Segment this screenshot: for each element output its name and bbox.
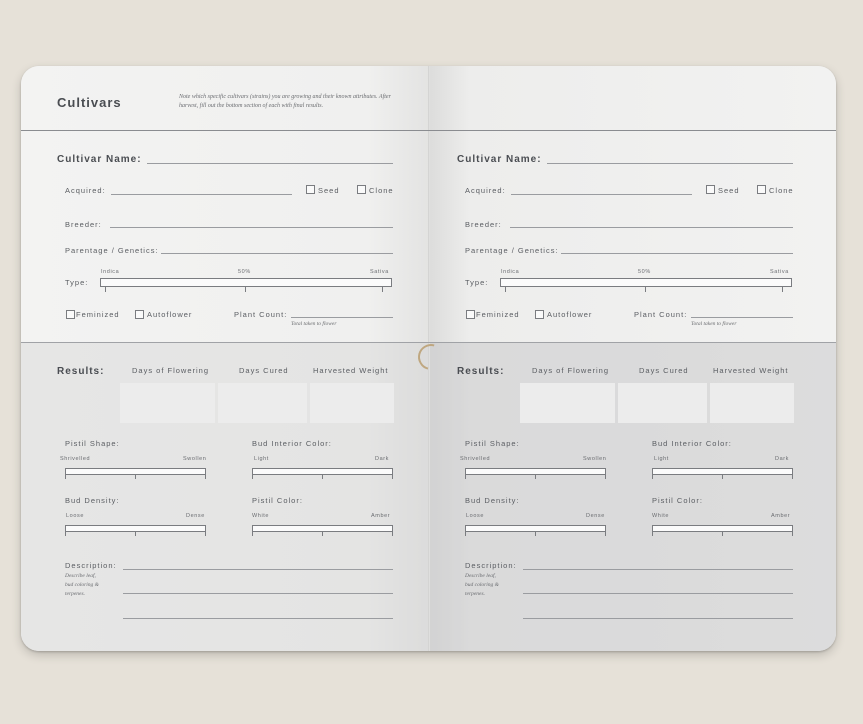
breeder-field[interactable] — [110, 227, 393, 228]
type-scale-right: Sativa — [370, 269, 389, 275]
scale-tick — [652, 531, 653, 536]
type-scale-left: Indica — [501, 269, 520, 275]
days-flowering-box[interactable] — [120, 383, 215, 423]
bud-density-right: Dense — [186, 513, 205, 519]
description-line[interactable] — [123, 618, 393, 619]
pistil-color-right: Amber — [371, 513, 391, 519]
feminized-label: Feminized — [476, 310, 520, 319]
bud-interior-right: Dark — [375, 456, 390, 462]
type-scale-left: Indica — [101, 269, 120, 275]
breeder-label: Breeder: — [65, 220, 102, 229]
scale-tick — [392, 474, 393, 479]
results-label: Results: — [57, 366, 105, 377]
page-title: Cultivars — [57, 95, 122, 110]
plant-count-label: Plant Count: — [234, 310, 288, 319]
type-label: Type: — [65, 278, 89, 287]
type-scale-mid: 50% — [238, 269, 251, 275]
feminized-label: Feminized — [76, 310, 120, 319]
description-line[interactable] — [123, 569, 393, 570]
pistil-shape-right: Swollen — [183, 456, 207, 462]
scale-tick — [605, 474, 606, 479]
scale-tick — [252, 474, 253, 479]
description-hint-line: Describe leaf, — [65, 573, 96, 579]
scale-tick — [252, 531, 253, 536]
scale-tick — [792, 474, 793, 479]
scale-tick — [722, 531, 723, 536]
type-scale-right: Sativa — [770, 269, 789, 275]
autoflower-label: Autoflower — [147, 310, 193, 319]
description-hint-line: terpenes. — [65, 591, 86, 597]
scale-tick — [535, 474, 536, 479]
header-instructions: Note which specific cultivars (strains) you are growing and their known attributes. After harvest, fill out the bottom section of each with final results. — [179, 94, 391, 109]
pistil-shape-right: Swollen — [583, 456, 607, 462]
seed-checkbox[interactable] — [306, 185, 315, 194]
seed-label: Seed — [718, 186, 740, 195]
pistil-color-label: Pistil Color: — [652, 496, 703, 505]
seed-label: Seed — [318, 186, 340, 195]
description-hint-line: bud coloring & — [465, 582, 499, 588]
days-cured-label: Days Cured — [639, 366, 689, 375]
harvested-weight-label: Harvested Weight — [713, 366, 789, 375]
pistil-shape-label: Pistil Shape: — [65, 439, 120, 448]
parentage-field[interactable] — [161, 253, 393, 254]
cultivar-entry-2 — [421, 66, 829, 651]
scale-tick — [322, 531, 323, 536]
pistil-shape-label: Pistil Shape: — [465, 439, 520, 448]
scale-tick — [792, 531, 793, 536]
clone-label: Clone — [369, 186, 394, 195]
journal-spread — [21, 66, 836, 651]
harvested-weight-box[interactable] — [710, 383, 794, 423]
autoflower-label: Autoflower — [547, 310, 593, 319]
type-tick — [382, 287, 383, 292]
scale-tick — [205, 474, 206, 479]
scale-tick — [465, 474, 466, 479]
description-line[interactable] — [523, 593, 793, 594]
scale-tick — [322, 474, 323, 479]
plant-count-hint: Total taken to flower — [691, 321, 737, 327]
plant-count-field[interactable] — [291, 317, 393, 318]
breeder-field[interactable] — [510, 227, 793, 228]
plant-count-field[interactable] — [691, 317, 793, 318]
type-tick — [105, 287, 106, 292]
clone-checkbox[interactable] — [357, 185, 366, 194]
type-tick — [645, 287, 646, 292]
type-tick — [245, 287, 246, 292]
pistil-color-right: Amber — [771, 513, 791, 519]
days-cured-box[interactable] — [618, 383, 707, 423]
bud-interior-label: Bud Interior Color: — [652, 439, 732, 448]
bud-interior-label: Bud Interior Color: — [252, 439, 332, 448]
cultivar-name-field[interactable] — [147, 163, 393, 164]
scale-tick — [605, 531, 606, 536]
type-scale-mid: 50% — [638, 269, 651, 275]
description-label: Description: — [65, 561, 117, 570]
bud-density-right: Dense — [586, 513, 605, 519]
days-flowering-box[interactable] — [520, 383, 615, 423]
type-label: Type: — [465, 278, 489, 287]
bud-density-left: Loose — [466, 513, 484, 519]
bud-density-left: Loose — [66, 513, 84, 519]
scale-tick — [652, 474, 653, 479]
description-hint-line: bud coloring & — [65, 582, 99, 588]
feminized-checkbox[interactable] — [66, 310, 75, 319]
breeder-label: Breeder: — [465, 220, 502, 229]
scale-tick — [392, 531, 393, 536]
parentage-field[interactable] — [561, 253, 793, 254]
pistil-color-left: White — [652, 513, 670, 519]
autoflower-checkbox[interactable] — [135, 310, 144, 319]
seed-checkbox[interactable] — [706, 185, 715, 194]
scale-tick — [722, 474, 723, 479]
pistil-shape-left: Shrivelled — [60, 456, 91, 462]
autoflower-checkbox[interactable] — [535, 310, 544, 319]
bud-density-label: Bud Density: — [465, 496, 520, 505]
description-hint-line: Describe leaf, — [465, 573, 496, 579]
acquired-field[interactable] — [511, 194, 692, 195]
description-line[interactable] — [523, 618, 793, 619]
days-flowering-label: Days of Flowering — [132, 366, 210, 375]
scale-tick — [465, 531, 466, 536]
description-hint-line: terpenes. — [465, 591, 486, 597]
scale-tick — [205, 531, 206, 536]
days-flowering-label: Days of Flowering — [532, 366, 610, 375]
cultivar-entry-1 — [21, 66, 429, 651]
acquired-label: Acquired: — [465, 186, 506, 195]
pistil-color-label: Pistil Color: — [252, 496, 303, 505]
results-label: Results: — [457, 366, 505, 377]
parentage-label: Parentage / Genetics: — [465, 246, 559, 255]
harvested-weight-box[interactable] — [310, 383, 394, 423]
days-cured-box[interactable] — [218, 383, 307, 423]
type-scale[interactable] — [100, 278, 392, 287]
plant-count-label: Plant Count: — [634, 310, 688, 319]
bud-density-label: Bud Density: — [65, 496, 120, 505]
description-line[interactable] — [123, 593, 393, 594]
description-label: Description: — [465, 561, 517, 570]
description-line[interactable] — [523, 569, 793, 570]
parentage-label: Parentage / Genetics: — [65, 246, 159, 255]
scale-tick — [135, 531, 136, 536]
plant-count-hint: Total taken to flower — [291, 321, 337, 327]
bud-interior-left: Light — [654, 456, 669, 462]
pistil-shape-left: Shrivelled — [460, 456, 491, 462]
harvested-weight-label: Harvested Weight — [313, 366, 389, 375]
feminized-checkbox[interactable] — [466, 310, 475, 319]
pistil-color-left: White — [252, 513, 270, 519]
cultivar-name-label: Cultivar Name: — [457, 154, 542, 165]
cultivar-name-label: Cultivar Name: — [57, 154, 142, 165]
acquired-field[interactable] — [111, 194, 292, 195]
type-tick — [782, 287, 783, 292]
bud-interior-left: Light — [254, 456, 269, 462]
scale-tick — [65, 474, 66, 479]
scale-tick — [135, 474, 136, 479]
type-scale[interactable] — [500, 278, 792, 287]
type-tick — [505, 287, 506, 292]
clone-checkbox[interactable] — [757, 185, 766, 194]
clone-label: Clone — [769, 186, 794, 195]
scale-tick — [65, 531, 66, 536]
bud-interior-right: Dark — [775, 456, 790, 462]
cultivar-name-field[interactable] — [547, 163, 793, 164]
days-cured-label: Days Cured — [239, 366, 289, 375]
scale-tick — [535, 531, 536, 536]
acquired-label: Acquired: — [65, 186, 106, 195]
